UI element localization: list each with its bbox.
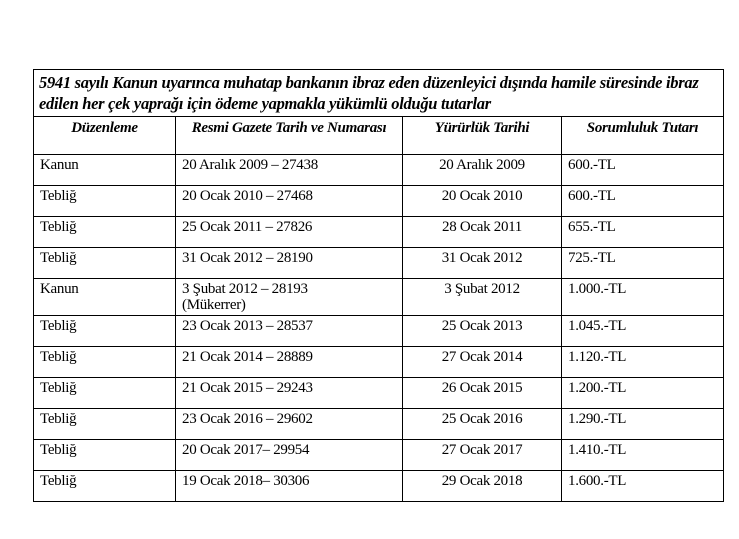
regulation-cell [34, 316, 176, 347]
liability-amount-cell-text: 725.-TL [568, 250, 616, 266]
effective-date-cell [403, 347, 562, 378]
gazette-cell [176, 217, 403, 248]
liability-amount-cell-text: 1.200.-TL [568, 380, 627, 396]
effective-date-cell-text: 25 Ocak 2013 [441, 318, 523, 334]
effective-date-cell-text: 20 Aralık 2009 [439, 157, 525, 173]
regulation-cell-text: Tebliğ [40, 411, 77, 427]
effective-date-cell [403, 440, 562, 471]
effective-date-cell-text: 25 Ocak 2016 [441, 411, 523, 427]
liability-amount-cell [562, 155, 724, 186]
effective-date-cell-text: 20 Ocak 2010 [441, 188, 523, 204]
liability-amounts-table [33, 69, 724, 502]
effective-date-cell [403, 378, 562, 409]
table-row [34, 279, 724, 316]
liability-amount-cell [562, 347, 724, 378]
liability-amount-cell [562, 409, 724, 440]
regulation-cell [34, 347, 176, 378]
table-row [34, 378, 724, 409]
regulation-cell [34, 440, 176, 471]
regulation-cell-text: Kanun [40, 281, 79, 297]
liability-amount-cell [562, 217, 724, 248]
regulation-cell-text: Tebliğ [40, 318, 77, 334]
gazette-cell [176, 378, 403, 409]
regulation-cell [34, 378, 176, 409]
gazette-cell-text: 3 Şubat 2012 – 28193 [182, 281, 308, 297]
table-row [34, 409, 724, 440]
table-row [34, 217, 724, 248]
liability-amount-cell [562, 316, 724, 347]
gazette-cell-text: 19 Ocak 2018– 30306 [182, 473, 310, 489]
gazette-cell [176, 409, 403, 440]
liability-amount-cell-text: 1.000.-TL [568, 281, 627, 297]
liability-amount-cell [562, 248, 724, 279]
table-row [34, 155, 724, 186]
liability-amount-cell-text: 1.600.-TL [568, 473, 627, 489]
effective-date-cell [403, 186, 562, 217]
regulation-cell-text: Kanun [40, 157, 79, 173]
gazette-cell-text: 20 Ocak 2010 – 27468 [182, 188, 313, 204]
effective-date-cell-text: 26 Ocak 2015 [441, 380, 523, 396]
liability-amount-cell-text: 600.-TL [568, 188, 616, 204]
table-title: 5941 sayılı Kanun uyarınca muhatap bankanın ibraz eden düzenleyici dışında hamile süresinde ibraz edilen her çek yaprağı için ödeme yapmakla yükümlü olduğu tutarlar [34, 70, 724, 117]
gazette-cell [176, 186, 403, 217]
header-liability-amount: Sorumluluk Tutarı [562, 117, 724, 155]
header-gazette: Resmi Gazete Tarih ve Numarası [176, 117, 403, 155]
liability-amount-cell [562, 471, 724, 502]
effective-date-cell-text: 29 Ocak 2018 [441, 473, 523, 489]
regulation-cell-text: Tebliğ [40, 442, 77, 458]
liability-amount-cell [562, 378, 724, 409]
regulation-cell-text: Tebliğ [40, 349, 77, 365]
table-row [34, 440, 724, 471]
table-row [34, 186, 724, 217]
regulation-cell [34, 279, 176, 316]
gazette-cell [176, 279, 403, 316]
liability-amount-cell-text: 1.290.-TL [568, 411, 627, 427]
gazette-cell [176, 155, 403, 186]
header-regulation: Düzenleme [34, 117, 176, 155]
regulation-cell [34, 186, 176, 217]
liability-amount-cell-text: 1.045.-TL [568, 318, 627, 334]
gazette-cell-text: 31 Ocak 2012 – 28190 [182, 250, 313, 266]
liability-amount-cell [562, 440, 724, 471]
regulation-cell-text: Tebliğ [40, 188, 77, 204]
regulation-cell [34, 409, 176, 440]
gazette-cell [176, 440, 403, 471]
table-title-row [34, 70, 724, 117]
gazette-cell-text: 23 Ocak 2013 – 28537 [182, 318, 313, 334]
gazette-cell [176, 316, 403, 347]
gazette-cell-text: 25 Ocak 2011 – 27826 [182, 219, 313, 235]
liability-amount-cell-text: 655.-TL [568, 219, 616, 235]
regulation-cell-text: Tebliğ [40, 219, 77, 235]
gazette-cell-text: 21 Ocak 2014 – 28889 [182, 349, 313, 365]
regulation-cell-text: Tebliğ [40, 250, 77, 266]
gazette-cell [176, 347, 403, 378]
header-effective-date: Yürürlük Tarihi [403, 117, 562, 155]
effective-date-cell [403, 279, 562, 316]
effective-date-cell [403, 471, 562, 502]
header-row [34, 117, 724, 155]
effective-date-cell [403, 155, 562, 186]
liability-amount-cell-text: 600.-TL [568, 157, 616, 173]
regulation-cell [34, 471, 176, 502]
effective-date-cell [403, 316, 562, 347]
effective-date-cell-text: 27 Ocak 2017 [441, 442, 523, 458]
liability-amount-cell [562, 186, 724, 217]
effective-date-cell-text: 31 Ocak 2012 [441, 250, 523, 266]
regulation-cell [34, 248, 176, 279]
effective-date-cell-text: 3 Şubat 2012 [444, 281, 520, 297]
effective-date-cell [403, 248, 562, 279]
table-row [34, 347, 724, 378]
liability-amount-cell-text: 1.120.-TL [568, 349, 627, 365]
table-body [34, 155, 724, 502]
effective-date-cell [403, 409, 562, 440]
gazette-cell-text: 21 Ocak 2015 – 29243 [182, 380, 313, 396]
gazette-cell [176, 248, 403, 279]
effective-date-cell-text: 28 Ocak 2011 [442, 219, 522, 235]
gazette-cell-text: 23 Ocak 2016 – 29602 [182, 411, 313, 427]
gazette-cell-text: 20 Ocak 2017– 29954 [182, 442, 310, 458]
gazette-cell [176, 471, 403, 502]
liability-amount-cell [562, 279, 724, 316]
table-row [34, 316, 724, 347]
liability-amount-cell-text: 1.410.-TL [568, 442, 627, 458]
table-row [34, 248, 724, 279]
effective-date-cell [403, 217, 562, 248]
gazette-cell-text: 20 Aralık 2009 – 27438 [182, 157, 318, 173]
regulation-cell [34, 217, 176, 248]
regulation-cell [34, 155, 176, 186]
regulation-cell-text: Tebliğ [40, 380, 77, 396]
regulation-cell-text: Tebliğ [40, 473, 77, 489]
gazette-note: (Mükerrer) [182, 297, 246, 313]
table-row [34, 471, 724, 502]
effective-date-cell-text: 27 Ocak 2014 [441, 349, 523, 365]
